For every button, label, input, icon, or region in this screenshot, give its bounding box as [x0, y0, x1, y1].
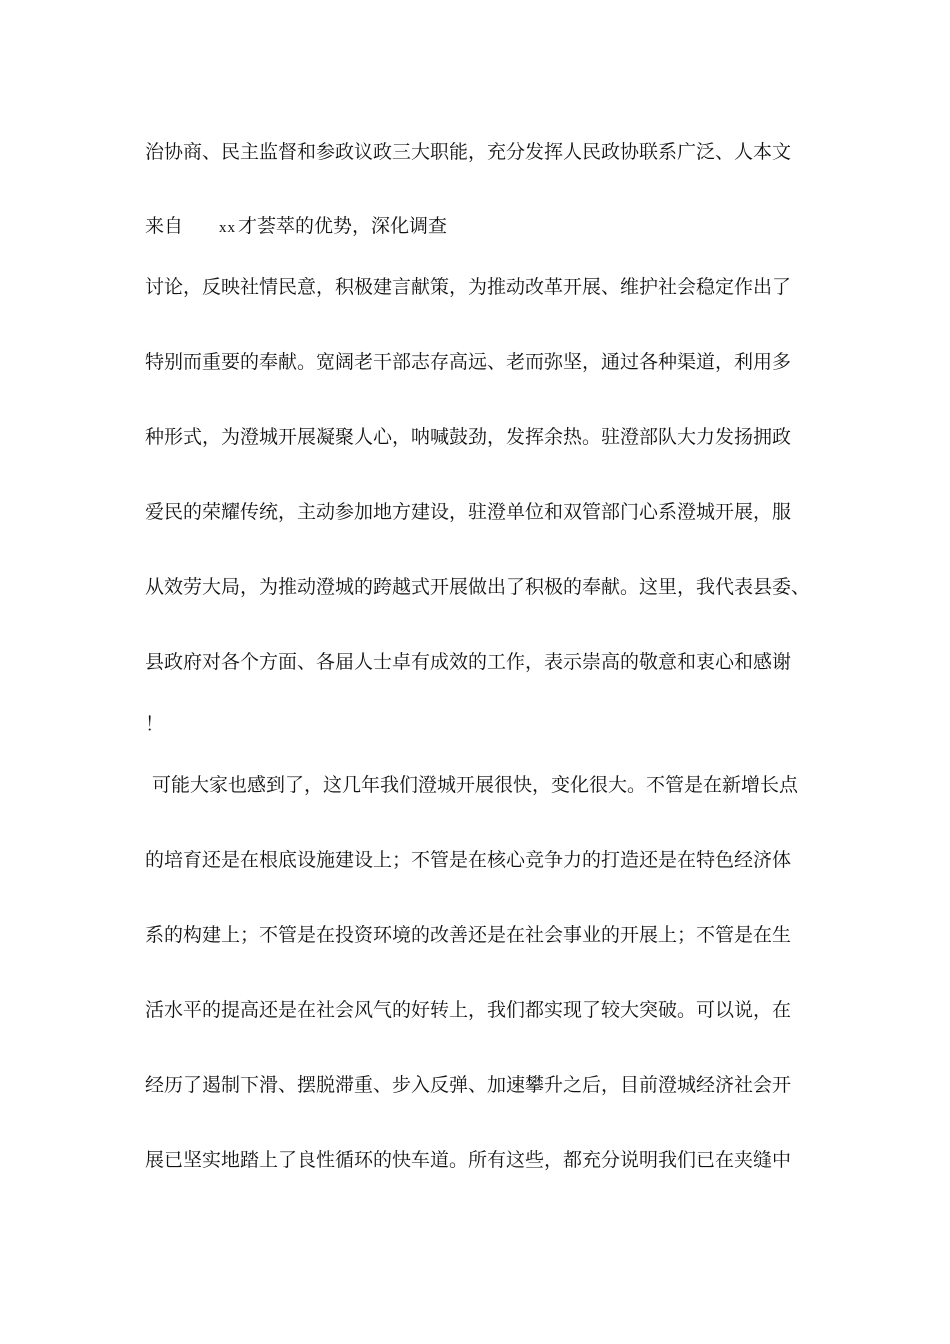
- paragraph-line: 县政府对各个方面、各届人士卓有成效的工作，表示崇高的敬意和衷心和感谢: [145, 651, 792, 673]
- paragraph-line: 可能大家也感到了，这几年我们澄城开展很快，变化很大。不管是在新增长点: [152, 774, 799, 796]
- paragraph-line: 活水平的提高还是在社会风气的好转上，我们都实现了较大突破。可以说，在: [145, 999, 792, 1021]
- paragraph-line: 系的构建上；不管是在投资环境的改善还是在社会事业的开展上；不管是在生: [145, 924, 792, 946]
- line-text: 才荟萃的优势，深化调查: [238, 215, 448, 237]
- paragraph-line: 从效劳大局，为推动澄城的跨越式开展做出了积极的奉献。这里，我代表县委、: [145, 576, 811, 598]
- paragraph-line: 治协商、民主监督和参政议政三大职能，充分发挥人民政协联系广泛、人本文: [145, 141, 792, 163]
- paragraph-line: 特别而重要的奉献。宽阔老干部志存高远、老而弥坚，通过各种渠道，利用多: [145, 351, 792, 373]
- paragraph-line: 种形式，为澄城开展凝聚人心，呐喊鼓劲，发挥余热。驻澄部队大力发扬拥政: [145, 426, 792, 448]
- paragraph-line: 经历了遏制下滑、摆脱滞重、步入反弹、加速攀升之后，目前澄城经济社会开: [145, 1074, 792, 1096]
- paragraph-line: 讨论，反映社情民意，积极建言献策，为推动改革开展、维护社会稳定作出了: [145, 276, 792, 298]
- paragraph-line: [145, 213, 447, 241]
- paragraph-line: 展已坚实地踏上了良性循环的快车道。所有这些，都充分说明我们已在夹缝中: [145, 1149, 792, 1171]
- paragraph-line: ！: [145, 713, 165, 735]
- placeholder-text: xx: [219, 220, 237, 236]
- line-text: 来自: [145, 215, 184, 237]
- paragraph-line: 的培育还是在根底设施建设上；不管是在核心竞争力的打造还是在特色经济体: [145, 849, 792, 871]
- paragraph-line: 爱民的荣耀传统，主动参加地方建设，驻澄单位和双管部门心系澄城开展，服: [145, 501, 792, 523]
